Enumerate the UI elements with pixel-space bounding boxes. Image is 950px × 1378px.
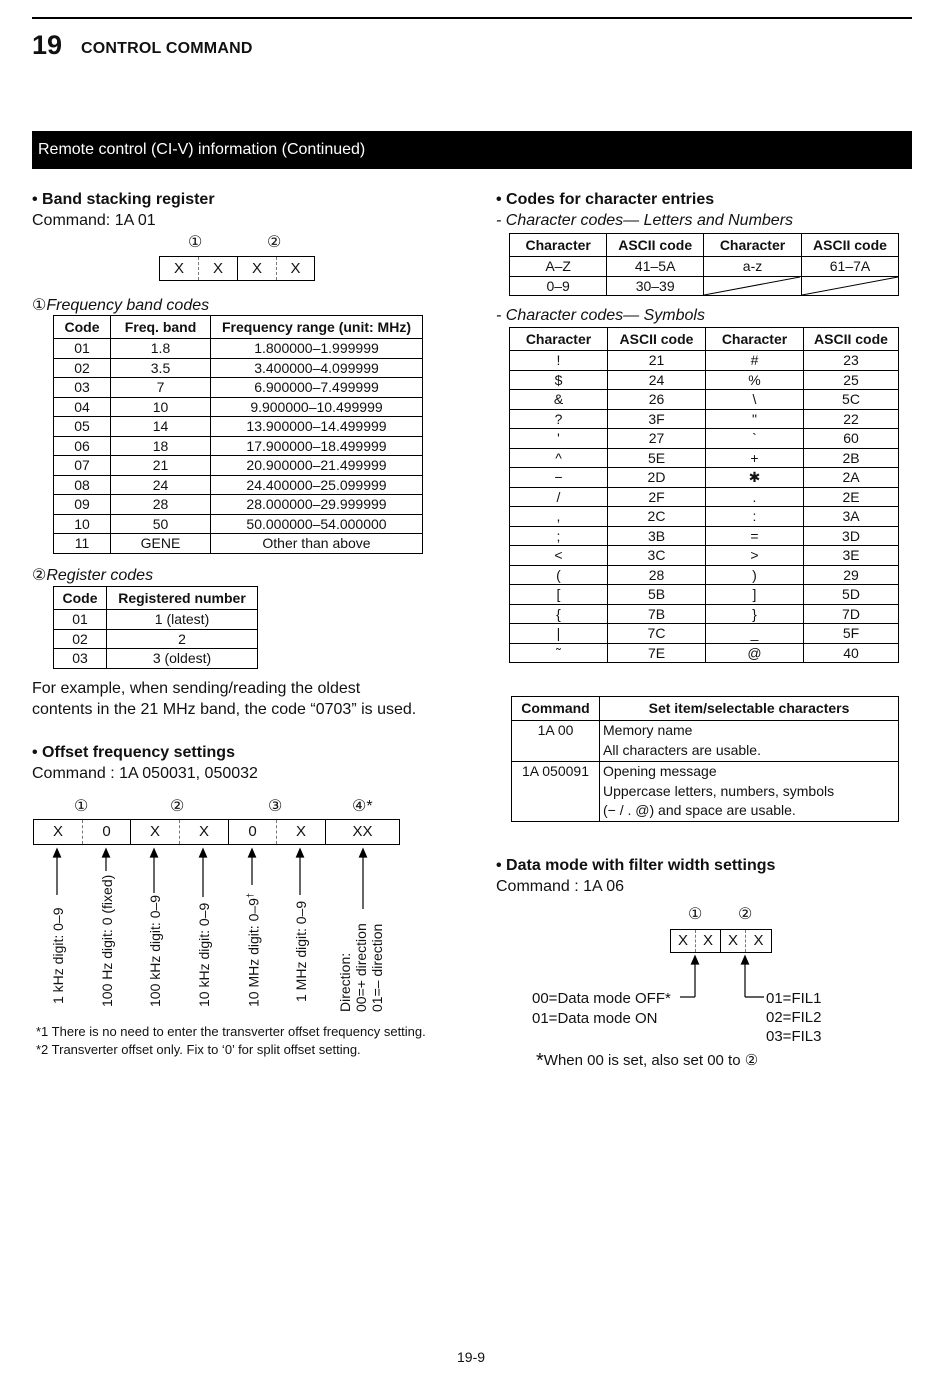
table-row [54, 475, 423, 495]
cell: ✱ [706, 468, 804, 488]
cell: 7B [608, 604, 706, 624]
cell: 06 [54, 436, 111, 456]
table-row [510, 370, 899, 390]
cell: 28 [111, 495, 211, 515]
col-header: ASCII code [804, 328, 899, 351]
caption-marker: ① [32, 297, 47, 314]
description-cell [600, 721, 899, 762]
table-row [510, 624, 899, 644]
table-row [510, 468, 899, 488]
cell: 18 [111, 436, 211, 456]
cell: 25 [804, 370, 899, 390]
cell: = [706, 526, 804, 546]
band-stacking-command: Command: 1A 01 [32, 212, 156, 229]
table-row [510, 448, 899, 468]
cell: 28 [608, 565, 706, 585]
empty-cell [704, 276, 802, 296]
cell: ; [510, 526, 608, 546]
cell: 3A [804, 507, 899, 527]
cell: 50 [111, 514, 211, 534]
col-header: Frequency range (unit: MHz) [211, 316, 423, 339]
cell: ( [510, 565, 608, 585]
legend-line: 02=FIL2 [766, 1009, 822, 1026]
table-row [510, 409, 899, 429]
cell: 5C [804, 390, 899, 410]
cell: [ [510, 585, 608, 605]
marker-1: ① [74, 798, 89, 815]
freq-band-caption [32, 295, 209, 315]
table-row [54, 534, 423, 554]
col-header: Freq. band [111, 316, 211, 339]
box: X [753, 932, 764, 949]
table-row [510, 604, 899, 624]
box: X [199, 257, 238, 280]
direction-line: 00=+ direction [353, 923, 369, 1012]
marker-1: ① [688, 906, 703, 923]
cell: 5E [608, 448, 706, 468]
cell: 3 (oldest) [107, 649, 258, 669]
letters-caption: - Character codes— Letters and Numbers [496, 212, 794, 229]
cell: 24 [608, 370, 706, 390]
cell: < [510, 546, 608, 566]
marker-3: ③ [268, 798, 283, 815]
cell: 0–9 [510, 276, 607, 296]
diagonal-strike [704, 277, 800, 295]
cell: 2C [608, 507, 706, 527]
table-row [510, 526, 899, 546]
cell: 26 [608, 390, 706, 410]
label-text: 10 MHz digit: 0–9 [245, 898, 262, 1007]
cell: ) [706, 565, 804, 585]
band-stacking-boxes [159, 256, 315, 281]
cell: 5D [804, 585, 899, 605]
cell: 23 [804, 351, 899, 371]
cell: | [510, 624, 608, 644]
cell: 50.000000–54.000000 [211, 514, 423, 534]
cell: 3B [608, 526, 706, 546]
offset-note-1: *1 There is no need to enter the transverter offset frequency setting. [36, 1024, 426, 1039]
cell: 2 [107, 629, 258, 649]
cell: + [706, 448, 804, 468]
marker-2: ② [738, 906, 753, 923]
table-row [54, 610, 258, 630]
legend-line: 01=Data mode ON [532, 1010, 658, 1027]
table-row [54, 514, 423, 534]
box: X [34, 820, 83, 844]
col-header: Character [706, 328, 804, 351]
cell: 05 [54, 417, 111, 437]
box: X [160, 257, 199, 280]
cell: 20.900000–21.499999 [211, 456, 423, 476]
col-header: Character [510, 234, 607, 257]
table-row [510, 546, 899, 566]
cell: ' [510, 429, 608, 449]
top-rule [32, 17, 912, 19]
box: 0 [83, 820, 131, 844]
data-mode-arrows [670, 953, 780, 1003]
direction-line: Direction: [337, 952, 353, 1012]
register-table [53, 586, 258, 669]
box: X [721, 930, 746, 952]
col-header: Character [510, 328, 608, 351]
cell: 3C [608, 546, 706, 566]
codes-heading: • Codes for character entries [496, 191, 715, 208]
cell: 02 [54, 358, 111, 378]
cell: 01 [54, 610, 107, 630]
col-header: Registered number [107, 587, 258, 610]
cell: 61–7A [802, 257, 899, 277]
col-header: Set item/selectable characters [600, 697, 899, 721]
cell: : [706, 507, 804, 527]
command-table [511, 696, 899, 822]
data-mode-command: Command : 1A 06 [496, 878, 625, 895]
cell: 03 [54, 649, 107, 669]
cell: 10 [54, 514, 111, 534]
cell: & [510, 390, 608, 410]
example-line-2: contents in the 21 MHz band, the code “0703” is used. [32, 701, 417, 718]
cell: . [706, 487, 804, 507]
cell: ] [706, 585, 804, 605]
data-mode-boxes [670, 929, 772, 953]
desc-line: All characters are usable. [603, 741, 761, 758]
col-header: Command [512, 697, 600, 721]
command-cell: 1A 050091 [512, 762, 600, 822]
desc-line: (− / . @) and space are usable. [603, 802, 796, 818]
cell: 21 [111, 456, 211, 476]
cell: 1 (latest) [107, 610, 258, 630]
offset-note-2: *2 Transverter offset only. Fix to ‘0’ for split offset setting. [36, 1042, 361, 1057]
cell: 2D [608, 468, 706, 488]
description-cell [600, 762, 899, 822]
cell: GENE [111, 534, 211, 554]
data-mode-left-legend [532, 989, 671, 1029]
freq-band-table [53, 315, 423, 554]
section-banner: Remote control (CI-V) information (Continued) [32, 131, 912, 169]
cell: Other than above [211, 534, 423, 554]
example-line-1: For example, when sending/reading the oldest [32, 680, 361, 697]
register-caption [32, 565, 153, 585]
command-cell: 1A 00 [512, 721, 600, 762]
cell: 22 [804, 409, 899, 429]
desc-line: Memory name [603, 722, 693, 738]
cell: 1.800000–1.999999 [211, 339, 423, 359]
chapter-title: CONTROL COMMAND [81, 40, 253, 57]
symbols-caption: - Character codes— Symbols [496, 307, 705, 324]
cell: 3E [804, 546, 899, 566]
cell: 17.900000–18.499999 [211, 436, 423, 456]
marker-2: ② [170, 798, 185, 815]
cell: 08 [54, 475, 111, 495]
table-row [510, 429, 899, 449]
cell: 9.900000–10.499999 [211, 397, 423, 417]
marker-2: ② [267, 234, 282, 251]
table-row [54, 378, 423, 398]
label-100khz: 100 kHz digit: 0–9 [147, 894, 163, 1007]
col-header: ASCII code [802, 234, 899, 257]
data-mode-right-legend [766, 989, 821, 1046]
cell: @ [706, 643, 804, 663]
cell: 3D [804, 526, 899, 546]
note-star: * [536, 1050, 544, 1072]
offset-command: Command : 1A 050031, 050032 [32, 765, 258, 782]
col-header: Code [54, 587, 107, 610]
cell: 7 [111, 378, 211, 398]
cell: $ [510, 370, 608, 390]
box: X [290, 260, 301, 277]
box: X [277, 820, 326, 844]
caption-text: Register codes [46, 567, 154, 584]
cell: 7D [804, 604, 899, 624]
page-number: 19-9 [457, 1349, 486, 1365]
table-row [510, 507, 899, 527]
table-row [510, 585, 899, 605]
col-header: ASCII code [608, 328, 706, 351]
table-row [510, 390, 899, 410]
label-direction [337, 923, 385, 1012]
cell: \ [706, 390, 804, 410]
cell: − [510, 468, 608, 488]
cell: 5F [804, 624, 899, 644]
table-row [54, 358, 423, 378]
box: X [180, 820, 229, 844]
cell: 21 [608, 351, 706, 371]
table-row [54, 495, 423, 515]
cell: ` [706, 429, 804, 449]
cell: 7E [608, 643, 706, 663]
cell: 60 [804, 429, 899, 449]
cell: 40 [804, 643, 899, 663]
cell: 6.900000–7.499999 [211, 378, 423, 398]
label-10mhz [245, 893, 262, 1007]
table-row [510, 643, 899, 663]
table-row [54, 456, 423, 476]
cell: 3.5 [111, 358, 211, 378]
letters-table [509, 233, 899, 296]
table-row [54, 339, 423, 359]
cell: 2F [608, 487, 706, 507]
cell: > [706, 546, 804, 566]
marker-4: ④* [352, 798, 373, 815]
cell: 2A [804, 468, 899, 488]
cell: ˜ [510, 643, 608, 663]
cell: a-z [704, 257, 802, 277]
box: X [696, 930, 721, 952]
chapter-number: 19 [32, 30, 63, 60]
cell: ? [510, 409, 608, 429]
table-row [54, 629, 258, 649]
box: XX [352, 823, 373, 840]
cell: 5B [608, 585, 706, 605]
desc-line: Uppercase letters, numbers, symbols [603, 782, 835, 799]
cell: 7C [608, 624, 706, 644]
label-1khz: 1 kHz digit: 0–9 [50, 907, 66, 1004]
offset-boxes [33, 819, 400, 845]
cell: A–Z [510, 257, 607, 277]
cell: ^ [510, 448, 608, 468]
cell: 14 [111, 417, 211, 437]
box: X [671, 930, 696, 952]
cell: 01 [54, 339, 111, 359]
cell: 07 [54, 456, 111, 476]
col-header: ASCII code [607, 234, 704, 257]
label-sup: † [245, 893, 255, 899]
data-mode-heading: • Data mode with filter width settings [496, 857, 776, 874]
note-text: When 00 is set, also set 00 to ② [543, 1052, 759, 1069]
cell: 30–39 [607, 276, 704, 296]
box: X [131, 820, 180, 844]
cell: 03 [54, 378, 111, 398]
cell: 27 [608, 429, 706, 449]
band-stacking-heading: • Band stacking register [32, 191, 215, 208]
cell: 24 [111, 475, 211, 495]
box: X [238, 257, 277, 280]
cell: % [706, 370, 804, 390]
cell: " [706, 409, 804, 429]
table-row [510, 351, 899, 371]
label-1mhz: 1 MHz digit: 0–9 [293, 900, 309, 1002]
box: 0 [229, 820, 277, 844]
cell: 29 [804, 565, 899, 585]
cell: { [510, 604, 608, 624]
col-header: Code [54, 316, 111, 339]
legend-line: 00=Data mode OFF* [532, 990, 671, 1007]
cell: _ [706, 624, 804, 644]
data-mode-note [536, 1050, 758, 1073]
symbols-table [509, 327, 899, 663]
legend-line: 03=FIL3 [766, 1028, 822, 1045]
cell: 24.400000–25.099999 [211, 475, 423, 495]
cell: 09 [54, 495, 111, 515]
cell: 3F [608, 409, 706, 429]
offset-heading: • Offset frequency settings [32, 744, 235, 761]
cell: 2B [804, 448, 899, 468]
table-row [54, 436, 423, 456]
cell: 2E [804, 487, 899, 507]
cell: 28.000000–29.999999 [211, 495, 423, 515]
cell: 13.900000–14.499999 [211, 417, 423, 437]
table-row [54, 397, 423, 417]
cell: } [706, 604, 804, 624]
cell: 04 [54, 397, 111, 417]
cell: 1.8 [111, 339, 211, 359]
label-100hz: 100 Hz digit: 0 (fixed) [99, 874, 115, 1007]
cell: ! [510, 351, 608, 371]
direction-line: 01=– direction [369, 923, 385, 1012]
cell: , [510, 507, 608, 527]
label-10khz: 10 kHz digit: 0–9 [196, 902, 212, 1007]
cell: # [706, 351, 804, 371]
diagonal-strike [802, 277, 898, 295]
table-row [54, 417, 423, 437]
cell: 11 [54, 534, 111, 554]
table-row [54, 649, 258, 669]
cell: 10 [111, 397, 211, 417]
caption-text: Frequency band codes [46, 297, 210, 314]
cell: 3.400000–4.099999 [211, 358, 423, 378]
cell: 02 [54, 629, 107, 649]
col-header: Character [704, 234, 802, 257]
marker-1: ① [188, 234, 203, 251]
table-row [510, 565, 899, 585]
table-row [510, 487, 899, 507]
empty-cell [802, 276, 899, 296]
cell: 41–5A [607, 257, 704, 277]
desc-line: Opening message [603, 763, 717, 779]
caption-marker: ② [32, 567, 47, 584]
cell: / [510, 487, 608, 507]
legend-line: 01=FIL1 [766, 990, 822, 1007]
